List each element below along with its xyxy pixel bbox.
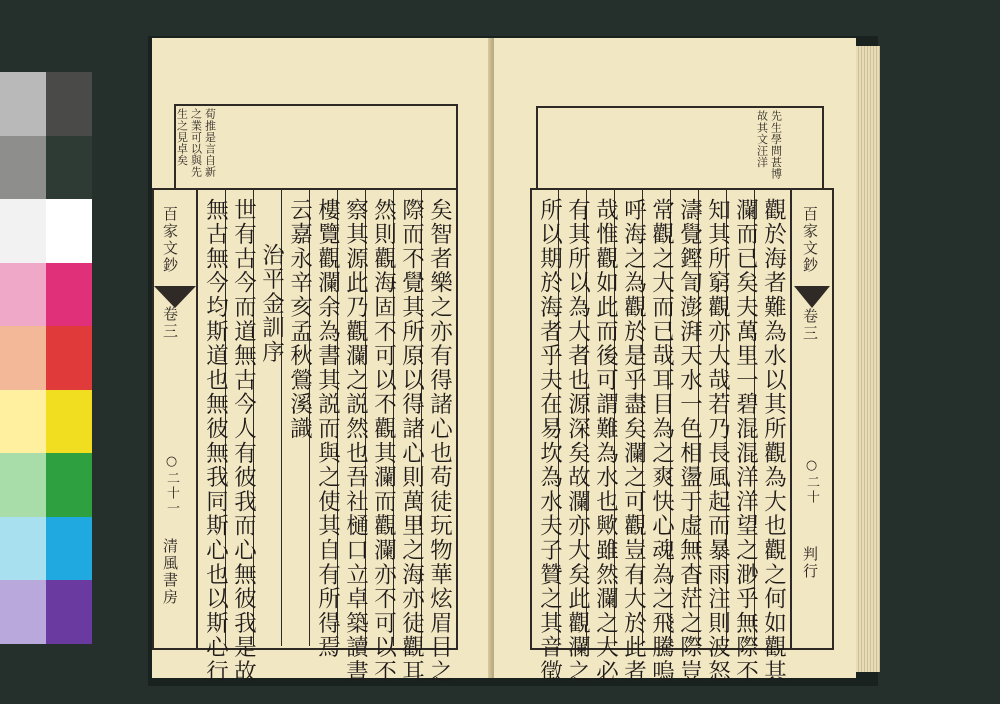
- left-page: [152, 38, 490, 684]
- left-head-note-2: 之業可以與先: [189, 108, 203, 178]
- color-checker-patch: [46, 72, 92, 136]
- color-checker-patch: [0, 580, 46, 644]
- right-fishtail-mark: [794, 286, 830, 308]
- left-fishtail-mark: [154, 286, 196, 308]
- right-publisher: 判行: [801, 546, 819, 580]
- color-checker-patch: [46, 453, 92, 517]
- left-text-column-4: 察其源此乃觀瀾之説然也吾社樋口立卓築讀書: [342, 198, 369, 684]
- color-checker-patch: [0, 263, 46, 327]
- color-checker-patch: [0, 390, 46, 454]
- right-margin-title: 百家文鈔: [801, 206, 819, 274]
- color-checker-patch: [46, 199, 92, 263]
- right-margin-rule: [790, 188, 792, 648]
- right-text-column-5: 常觀之大而已哉耳目為之爽快心魂為之飛騰嗚: [648, 198, 675, 684]
- left-margin-title: 百家文鈔: [161, 206, 179, 274]
- right-text-column-4: 濤覺鏗訇澎湃天水一色相盪于虚無杳茫之際豈: [676, 198, 703, 684]
- color-checker-patch: [46, 517, 92, 581]
- page-stack-edge: [856, 46, 880, 672]
- left-text-column-1: 矣智者樂之亦有得諸心也苟徒玩物華炫眉目之: [426, 198, 453, 684]
- right-head-note-2: 故其文汪洋: [755, 110, 769, 168]
- color-checker-card: [0, 72, 92, 644]
- left-text-column-6: 云嘉永辛亥孟秋鶯溪識: [286, 198, 313, 441]
- right-text-column-2: 瀾而已矣夫萬里一碧混混洋洋望之渺乎無際不: [732, 198, 759, 684]
- right-text-column-3: 知其所窮觀亦大哉若乃長風起而暴雨注則波怒: [704, 198, 731, 684]
- right-text-column-6: 呼海之為觀於是乎盡矣瀾之可觀豈有大於此者: [620, 198, 647, 684]
- color-checker-patch: [46, 390, 92, 454]
- color-checker-patch: [0, 136, 46, 200]
- color-checker-patch: [46, 263, 92, 327]
- color-checker-patch: [0, 517, 46, 581]
- right-text-column-7: 哉惟觀如此而後可謂難為水也歟雖然瀾之大必: [592, 198, 619, 684]
- left-margin-rule: [196, 188, 198, 648]
- right-text-column-1: 觀於海者難為水以其所觀為大也觀之何如觀其: [760, 198, 787, 684]
- left-text-column-2: 際而不覺其所原以得諸心則萬里之海亦徒觀耳: [398, 198, 425, 684]
- color-checker-patch: [0, 72, 46, 136]
- left-text-column-3: 然則觀海固不可以不觀其瀾而觀瀾亦不可以不: [370, 198, 397, 684]
- left-head-note-3: 生之見卓矣: [175, 108, 189, 166]
- color-checker-patch: [46, 326, 92, 390]
- color-checker-patch: [0, 453, 46, 517]
- left-head-note-box: [174, 104, 458, 188]
- color-checker-patch: [46, 136, 92, 200]
- left-head-note-1: 荀推是言自新: [203, 108, 217, 178]
- left-folio: ○二十一: [164, 454, 179, 516]
- left-text-column-5: 樓覽觀瀾余為書其説而與之使其自有所得焉: [314, 198, 341, 660]
- right-page: [494, 38, 856, 684]
- left-publisher: 清風書房: [161, 538, 179, 606]
- right-folio: ○二十: [804, 458, 819, 505]
- left-margin-volume: 卷三: [161, 306, 179, 340]
- left-text-column-9: 無古無今均斯道也無彼無我同斯心也以斯心行: [202, 198, 229, 684]
- left-text-column-7: 治平金訓序: [258, 243, 285, 365]
- right-margin-volume: 卷三: [801, 308, 819, 342]
- color-checker-patch: [0, 199, 46, 263]
- right-head-note-1: 先生學問甚博: [769, 110, 783, 180]
- right-text-column-9: 所以期於海者乎夫在易坎為水夫子贊之其音徵: [536, 198, 563, 684]
- right-text-column-8: 有其所以為大者也源深矣故瀾亦大矣此觀瀾之: [564, 198, 591, 684]
- color-checker-patch: [46, 580, 92, 644]
- left-text-column-8: 世有古今而道無古今人有彼我而心無彼我是故: [230, 198, 257, 684]
- color-checker-patch: [0, 326, 46, 390]
